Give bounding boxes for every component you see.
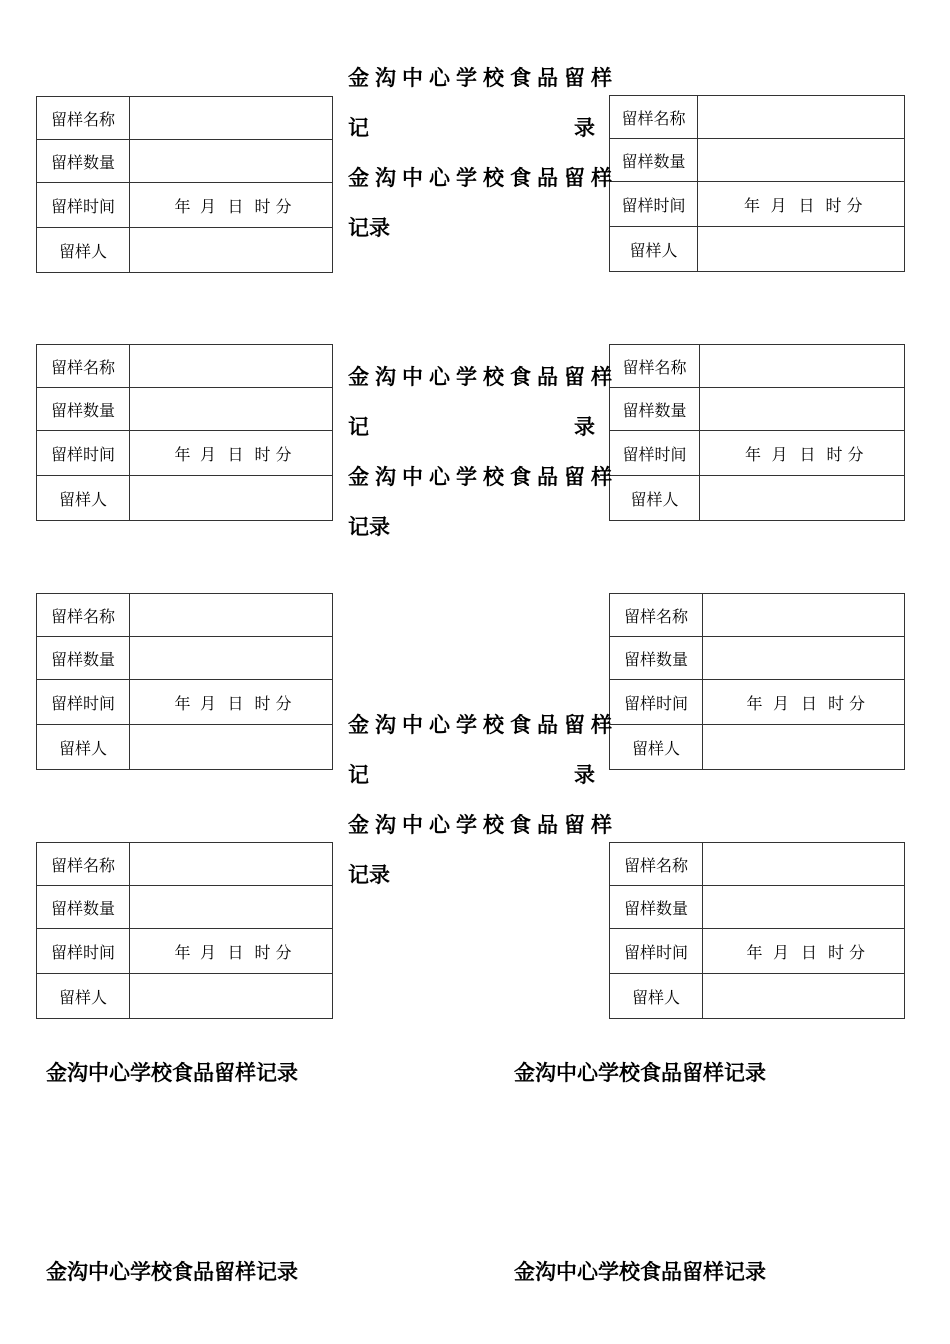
- sample-name-label: 留样名称: [37, 594, 130, 637]
- heading-char-right: 录: [574, 115, 595, 140]
- footer-title: 金沟中心学校食品留样记录: [514, 1060, 766, 1085]
- sample-card: [36, 593, 333, 770]
- sample-name-field[interactable]: [130, 843, 333, 886]
- center-heading-line: 金沟中心学校食品留样: [348, 364, 618, 389]
- hour-unit: 时: [254, 444, 271, 464]
- year-unit: 年: [744, 444, 761, 464]
- sample-quantity-field[interactable]: [130, 886, 333, 929]
- sample-quantity-label: 留样数量: [610, 139, 698, 182]
- sample-name-label: 留样名称: [610, 594, 703, 637]
- sample-time-field[interactable]: [698, 182, 905, 227]
- sample-quantity-label: 留样数量: [37, 886, 130, 929]
- center-heading-split-line: [348, 759, 595, 789]
- sample-person-label: 留样人: [610, 974, 703, 1019]
- sample-name-label: 留样名称: [37, 345, 130, 388]
- sample-quantity-label: 留样数量: [610, 388, 700, 431]
- sample-name-field[interactable]: [698, 96, 905, 139]
- sample-person-label: 留样人: [610, 476, 700, 521]
- sample-name-label: 留样名称: [610, 843, 703, 886]
- center-heading-line: 金沟中心学校食品留样: [348, 464, 618, 489]
- sample-quantity-field[interactable]: [698, 139, 905, 182]
- day-unit: 日: [227, 942, 244, 962]
- sample-person-field[interactable]: [700, 476, 905, 521]
- center-heading-line: 金沟中心学校食品留样: [348, 165, 618, 190]
- sample-time-label: 留样时间: [610, 431, 700, 476]
- sample-name-field[interactable]: [130, 594, 333, 637]
- sample-time-label: 留样时间: [610, 929, 703, 974]
- sample-time-label: 留样时间: [37, 929, 130, 974]
- center-heading-line: 记录: [348, 514, 390, 539]
- year-unit: 年: [743, 195, 760, 215]
- month-unit: 月: [772, 942, 789, 962]
- year-unit: 年: [746, 942, 763, 962]
- sample-time-field[interactable]: [130, 431, 333, 476]
- hour-unit: 时: [825, 195, 842, 215]
- day-unit: 日: [800, 942, 817, 962]
- sample-name-label: 留样名称: [37, 843, 130, 886]
- footer-title: 金沟中心学校食品留样记录: [514, 1259, 766, 1284]
- month-unit: 月: [772, 693, 789, 713]
- sample-time-field[interactable]: [703, 680, 905, 725]
- sample-person-field[interactable]: [130, 476, 333, 521]
- sample-person-label: 留样人: [37, 476, 130, 521]
- minute-unit: 分: [847, 444, 864, 464]
- sample-quantity-field[interactable]: [703, 886, 905, 929]
- sample-card: [36, 96, 333, 273]
- sample-name-field[interactable]: [700, 345, 905, 388]
- hour-unit: 时: [827, 942, 844, 962]
- sample-name-label: 留样名称: [610, 345, 700, 388]
- center-heading-line: 金沟中心学校食品留样: [348, 65, 618, 90]
- hour-unit: 时: [254, 196, 271, 216]
- sample-quantity-field[interactable]: [130, 388, 333, 431]
- center-heading-line: 记录: [348, 215, 390, 240]
- sample-name-label: 留样名称: [37, 97, 130, 140]
- day-unit: 日: [800, 693, 817, 713]
- sample-card: [609, 95, 905, 272]
- center-heading-split-line: [348, 411, 595, 441]
- sample-name-field[interactable]: [130, 345, 333, 388]
- sample-person-field[interactable]: [130, 725, 333, 770]
- hour-unit: 时: [827, 693, 844, 713]
- year-unit: 年: [174, 693, 191, 713]
- month-unit: 月: [199, 444, 216, 464]
- sample-time-label: 留样时间: [610, 182, 698, 227]
- sample-card: [609, 842, 905, 1019]
- sample-quantity-label: 留样数量: [610, 886, 703, 929]
- sample-name-field[interactable]: [130, 97, 333, 140]
- minute-unit: 分: [849, 942, 866, 962]
- sample-card: [36, 842, 333, 1019]
- sample-time-field[interactable]: [130, 929, 333, 974]
- minute-unit: 分: [275, 942, 292, 962]
- sample-time-label: 留样时间: [37, 680, 130, 725]
- sample-time-label: 留样时间: [610, 680, 703, 725]
- year-unit: 年: [746, 693, 763, 713]
- minute-unit: 分: [275, 693, 292, 713]
- center-heading-line: 金沟中心学校食品留样: [348, 712, 618, 737]
- year-unit: 年: [174, 942, 191, 962]
- month-unit: 月: [770, 195, 787, 215]
- sample-card: [609, 593, 905, 770]
- month-unit: 月: [199, 942, 216, 962]
- sample-person-field[interactable]: [130, 974, 333, 1019]
- year-unit: 年: [174, 444, 191, 464]
- sample-time-label: 留样时间: [37, 183, 130, 228]
- sample-card: [609, 344, 905, 521]
- sample-person-field[interactable]: [703, 974, 905, 1019]
- sample-quantity-field[interactable]: [700, 388, 905, 431]
- sample-quantity-label: 留样数量: [610, 637, 703, 680]
- sample-person-label: 留样人: [37, 228, 130, 273]
- heading-char-right: 录: [574, 414, 595, 439]
- sample-person-label: 留样人: [37, 725, 130, 770]
- month-unit: 月: [771, 444, 788, 464]
- hour-unit: 时: [826, 444, 843, 464]
- year-unit: 年: [174, 196, 191, 216]
- minute-unit: 分: [275, 444, 292, 464]
- center-heading-line: 金沟中心学校食品留样: [348, 812, 618, 837]
- heading-char-left: 记: [348, 762, 369, 787]
- hour-unit: 时: [254, 942, 271, 962]
- footer-title: 金沟中心学校食品留样记录: [46, 1259, 298, 1284]
- minute-unit: 分: [849, 693, 866, 713]
- sample-name-field[interactable]: [703, 843, 905, 886]
- sample-quantity-field[interactable]: [130, 637, 333, 680]
- sample-person-label: 留样人: [610, 725, 703, 770]
- sample-person-label: 留样人: [37, 974, 130, 1019]
- day-unit: 日: [798, 195, 815, 215]
- sample-quantity-label: 留样数量: [37, 637, 130, 680]
- day-unit: 日: [227, 444, 244, 464]
- heading-char-left: 记: [348, 414, 369, 439]
- sample-person-label: 留样人: [610, 227, 698, 272]
- month-unit: 月: [199, 196, 216, 216]
- day-unit: 日: [799, 444, 816, 464]
- heading-char-left: 记: [348, 115, 369, 140]
- sample-time-field[interactable]: [130, 183, 333, 228]
- sample-time-field[interactable]: [703, 929, 905, 974]
- sample-name-field[interactable]: [703, 594, 905, 637]
- sample-quantity-field[interactable]: [703, 637, 905, 680]
- sample-person-field[interactable]: [703, 725, 905, 770]
- minute-unit: 分: [275, 196, 292, 216]
- sample-quantity-label: 留样数量: [37, 388, 130, 431]
- center-heading-split-line: [348, 112, 595, 142]
- sample-quantity-field[interactable]: [130, 140, 333, 183]
- sample-person-field[interactable]: [130, 228, 333, 273]
- day-unit: 日: [227, 196, 244, 216]
- day-unit: 日: [227, 693, 244, 713]
- sample-name-label: 留样名称: [610, 96, 698, 139]
- sample-time-field[interactable]: [130, 680, 333, 725]
- minute-unit: 分: [846, 195, 863, 215]
- sample-card: [36, 344, 333, 521]
- sample-time-label: 留样时间: [37, 431, 130, 476]
- center-heading-line: 记录: [348, 862, 390, 887]
- sample-time-field[interactable]: [700, 431, 905, 476]
- sample-person-field[interactable]: [698, 227, 905, 272]
- heading-char-right: 录: [574, 762, 595, 787]
- hour-unit: 时: [254, 693, 271, 713]
- sample-quantity-label: 留样数量: [37, 140, 130, 183]
- footer-title: 金沟中心学校食品留样记录: [46, 1060, 298, 1085]
- month-unit: 月: [199, 693, 216, 713]
